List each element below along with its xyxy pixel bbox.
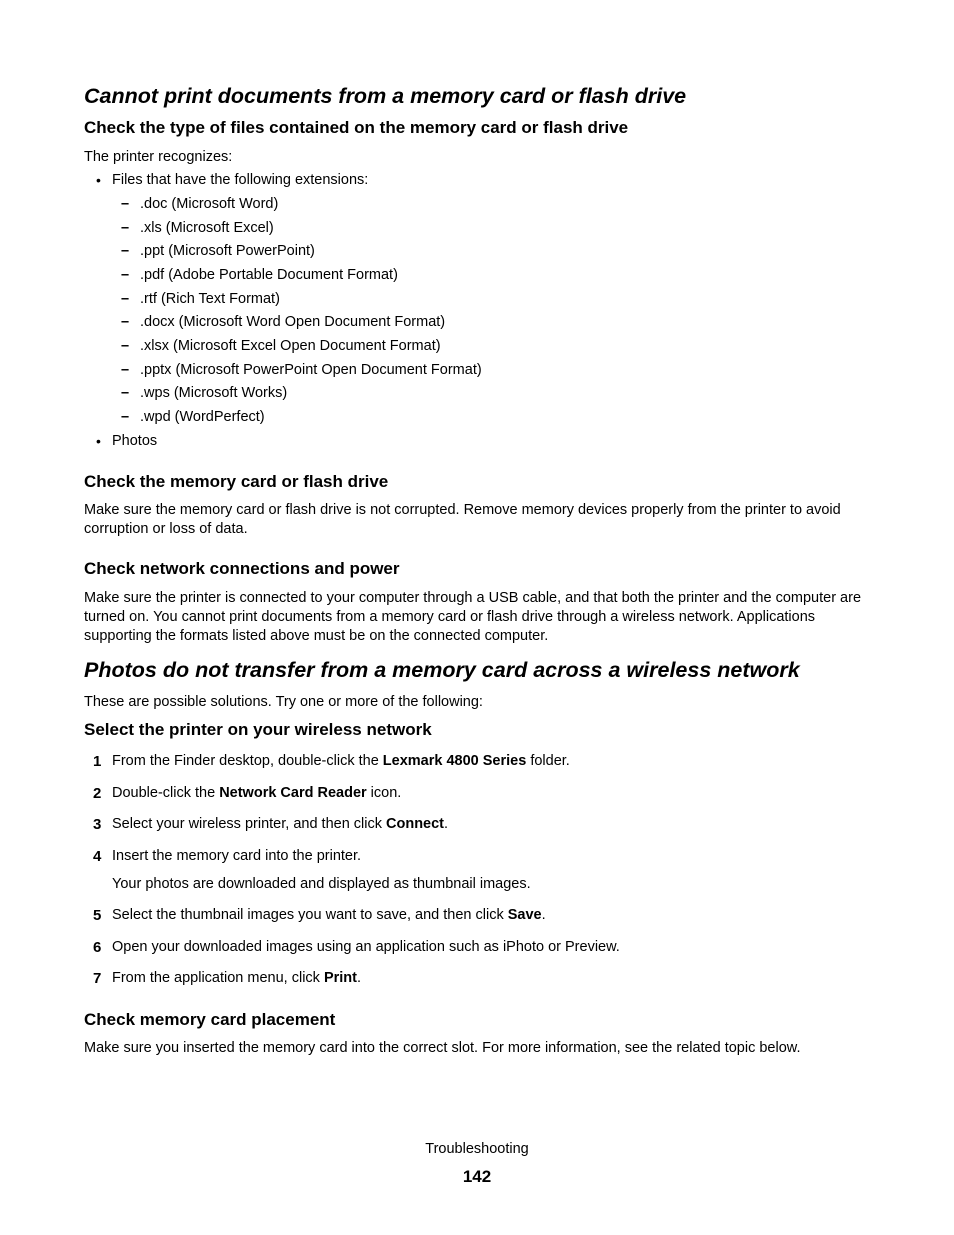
footer-section-label: Troubleshooting (425, 1141, 529, 1157)
dash-icon: – (121, 196, 130, 212)
heading-check-file-types: Check the type of files contained on the memory card or flash drive (84, 118, 629, 137)
dash-icon: – (121, 267, 130, 283)
step-text: Open your downloaded images using an application such as iPhoto or Preview. (112, 939, 620, 955)
bullet-text: Photos (112, 433, 158, 449)
bullet-icon: • (96, 172, 101, 188)
page-number: 142 (462, 1167, 492, 1186)
intro-possible-solutions: These are possible solutions. Try one or more of the following: (84, 694, 483, 710)
dash-icon: – (121, 362, 130, 378)
paragraph-network: Make sure the printer is connected to your computer through a USB cable, and that both the printer and the computer are turned on. You cannot print documents from a memory card or flash drive through a wireless network. Applications supporting the formats listed above must be on the connected computer. (84, 590, 862, 644)
section-title-cannot-print: Cannot print documents from a memory card or flash drive (84, 84, 687, 108)
step-number: 3 (93, 816, 102, 833)
heading-select-printer: Select the printer on your wireless network (84, 720, 432, 739)
step-text: Insert the memory card into the printer. (112, 848, 362, 864)
heading-check-memory-card: Check the memory card or flash drive (84, 472, 389, 491)
step-number: 2 (93, 785, 102, 802)
dash-icon: – (121, 409, 130, 425)
section-title-photos-transfer: Photos do not transfer from a memory card across a wireless network (84, 658, 800, 682)
step-number: 1 (93, 753, 102, 770)
step-number: 5 (93, 907, 102, 924)
paragraph-card-placement: Make sure you inserted the memory card into the correct slot. For more information, see the related topic below. (84, 1040, 801, 1056)
dash-icon: – (121, 220, 130, 236)
intro-printer-recognizes: The printer recognizes: (84, 149, 233, 165)
step-text: Select your wireless printer, and then click Connect. (112, 816, 449, 832)
dash-icon: – (121, 338, 130, 354)
bullet-icon: • (96, 433, 101, 449)
step-text: Double-click the Network Card Reader icon. (112, 785, 402, 801)
paragraph-memory-card: Make sure the memory card or flash drive is not corrupted. Remove memory devices properly from the printer to avoid corruption or loss of data. (84, 502, 841, 537)
step-number: 6 (93, 939, 102, 956)
step-text: Select the thumbnail images you want to save, and then click Save. (112, 907, 546, 923)
bullet-text: Files that have the following extensions: (112, 172, 369, 188)
dash-icon: – (121, 243, 130, 259)
step-number: 7 (93, 970, 102, 987)
heading-check-card-placement: Check memory card placement (84, 1010, 336, 1029)
step-number: 4 (93, 848, 102, 865)
step-text: From the application menu, click Print. (112, 970, 362, 986)
dash-icon: – (121, 314, 130, 330)
step-text: From the Finder desktop, double-click the Lexmark 4800 Series folder. (112, 753, 570, 769)
heading-check-network: Check network connections and power (84, 559, 400, 578)
dash-icon: – (121, 385, 130, 401)
dash-icon: – (121, 291, 130, 307)
